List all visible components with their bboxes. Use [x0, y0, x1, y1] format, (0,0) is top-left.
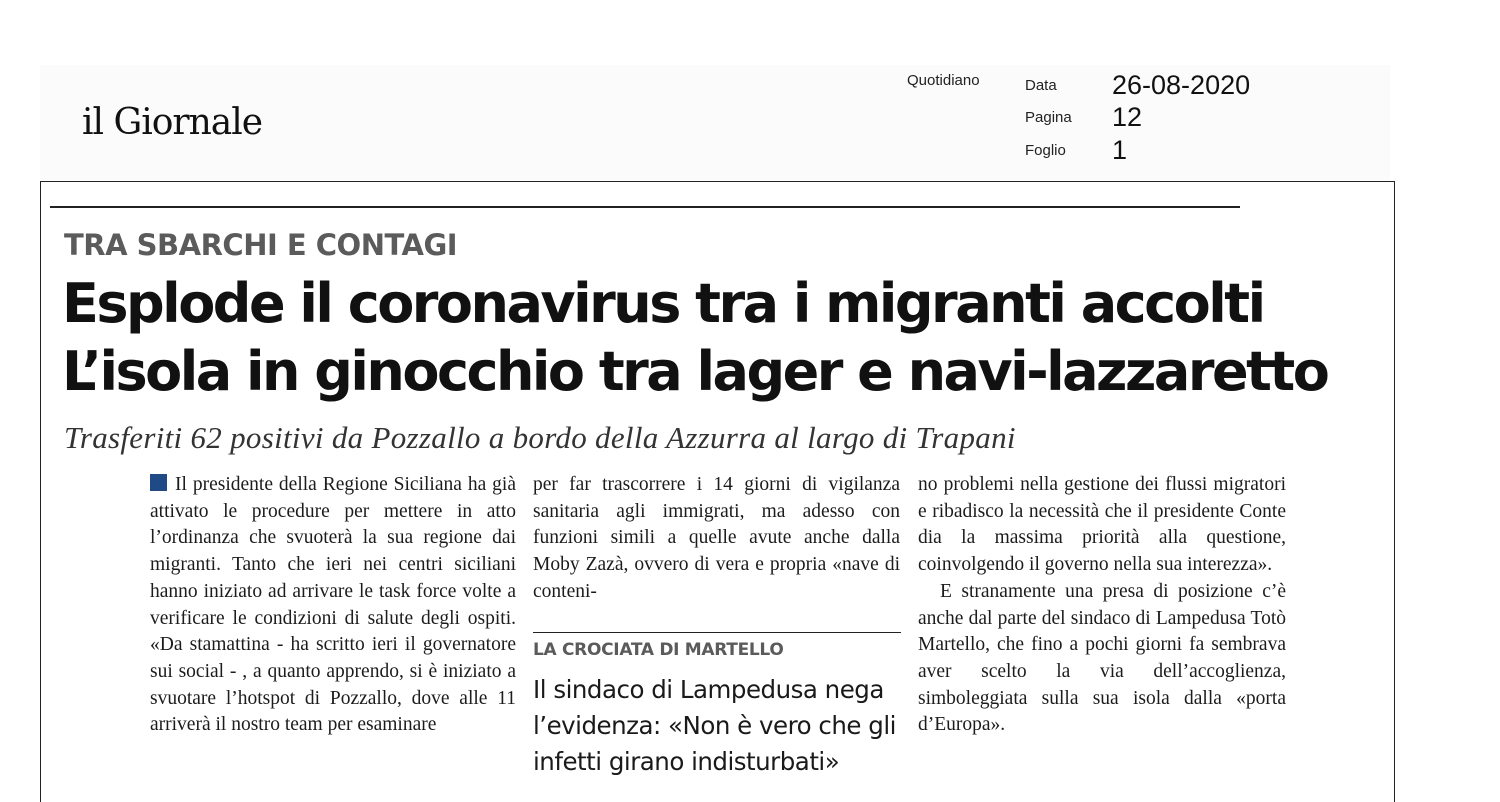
body-text-1: Il presidente della Regione Siciliana ha già attivato le procedure per mettere in atto l’ordinanza che svuoterà la sua regione dai migranti. Tanto che ieri nei centri siciliani hanno iniziato ad arrivare le task force volte a verificare le condizioni di salute degli ospiti. «Da stamattina - ha scritto ieri il governatore sui social - , a quanto apprendo, si è iniziato a svuotare l’hotspot di Pozzallo, dove alle 11 arriverà il nostro team per esaminare — [150, 474, 516, 736]
body-text-2: per far trascorrere i 14 giorni di vigilanza sanitaria agli immigrati, ma adesso con funzioni simili a quelle avute anche dalla Moby Zazà, ovvero di vera e propria «nave di conteni- — [533, 474, 900, 602]
meta-value-sheet: 1 — [1112, 135, 1128, 165]
newspaper-logo: il Giornale — [82, 102, 263, 143]
meta-label-sheet: Foglio — [1025, 142, 1066, 159]
body-text-3a: no problemi nella gestione dei flussi migratori e ribadisco la necessità che il presidente Conte dia la massima priorità alla questione, coinvolgendo il governo nella sua interezza». — [918, 474, 1286, 576]
body-column-3 — [918, 472, 1286, 739]
meta-label-page: Pagina — [1025, 109, 1072, 126]
article-start-square-icon — [150, 474, 167, 491]
sidebar-kicker: LA CROCIATA DI MARTELLO — [533, 640, 784, 660]
headline-line-2: L’isola in ginocchio tra lager e navi-lazzaretto — [62, 340, 1328, 403]
meta-value-date: 26-08-2020 — [1112, 70, 1251, 100]
meta-value-page: 12 — [1112, 102, 1143, 132]
meta-label-date: Data — [1025, 77, 1057, 94]
article-deck: Trasferiti 62 positivi da Pozzallo a bordo della Azzurra al largo di Trapani — [64, 420, 1016, 455]
body-column-2 — [533, 472, 900, 606]
top-divider — [50, 206, 1240, 208]
body-paragraph-1 — [150, 472, 516, 739]
body-column-1 — [150, 472, 516, 739]
sidebar-headline: Il sindaco di Lampedusa nega l’evidenza: «Non è vero che gli infetti girano indisturbati» — [533, 675, 896, 776]
body-text-3b: E stranamente una presa di posizione c’è anche dal parte del sindaco di Lampedusa Totò Martello, che fino a pochi giorni fa sembrava aver scelto la via dell’accoglienza, simboleggiata sulla sua isola dalla «porta d’Europa». — [918, 580, 1286, 736]
sidebar-divider — [533, 632, 901, 633]
article-kicker: TRA SBARCHI E CONTAGI — [64, 228, 458, 262]
headline-line-1: Esplode il coronavirus tra i migranti accolti — [62, 272, 1264, 335]
publication-type: Quotidiano — [907, 72, 980, 89]
